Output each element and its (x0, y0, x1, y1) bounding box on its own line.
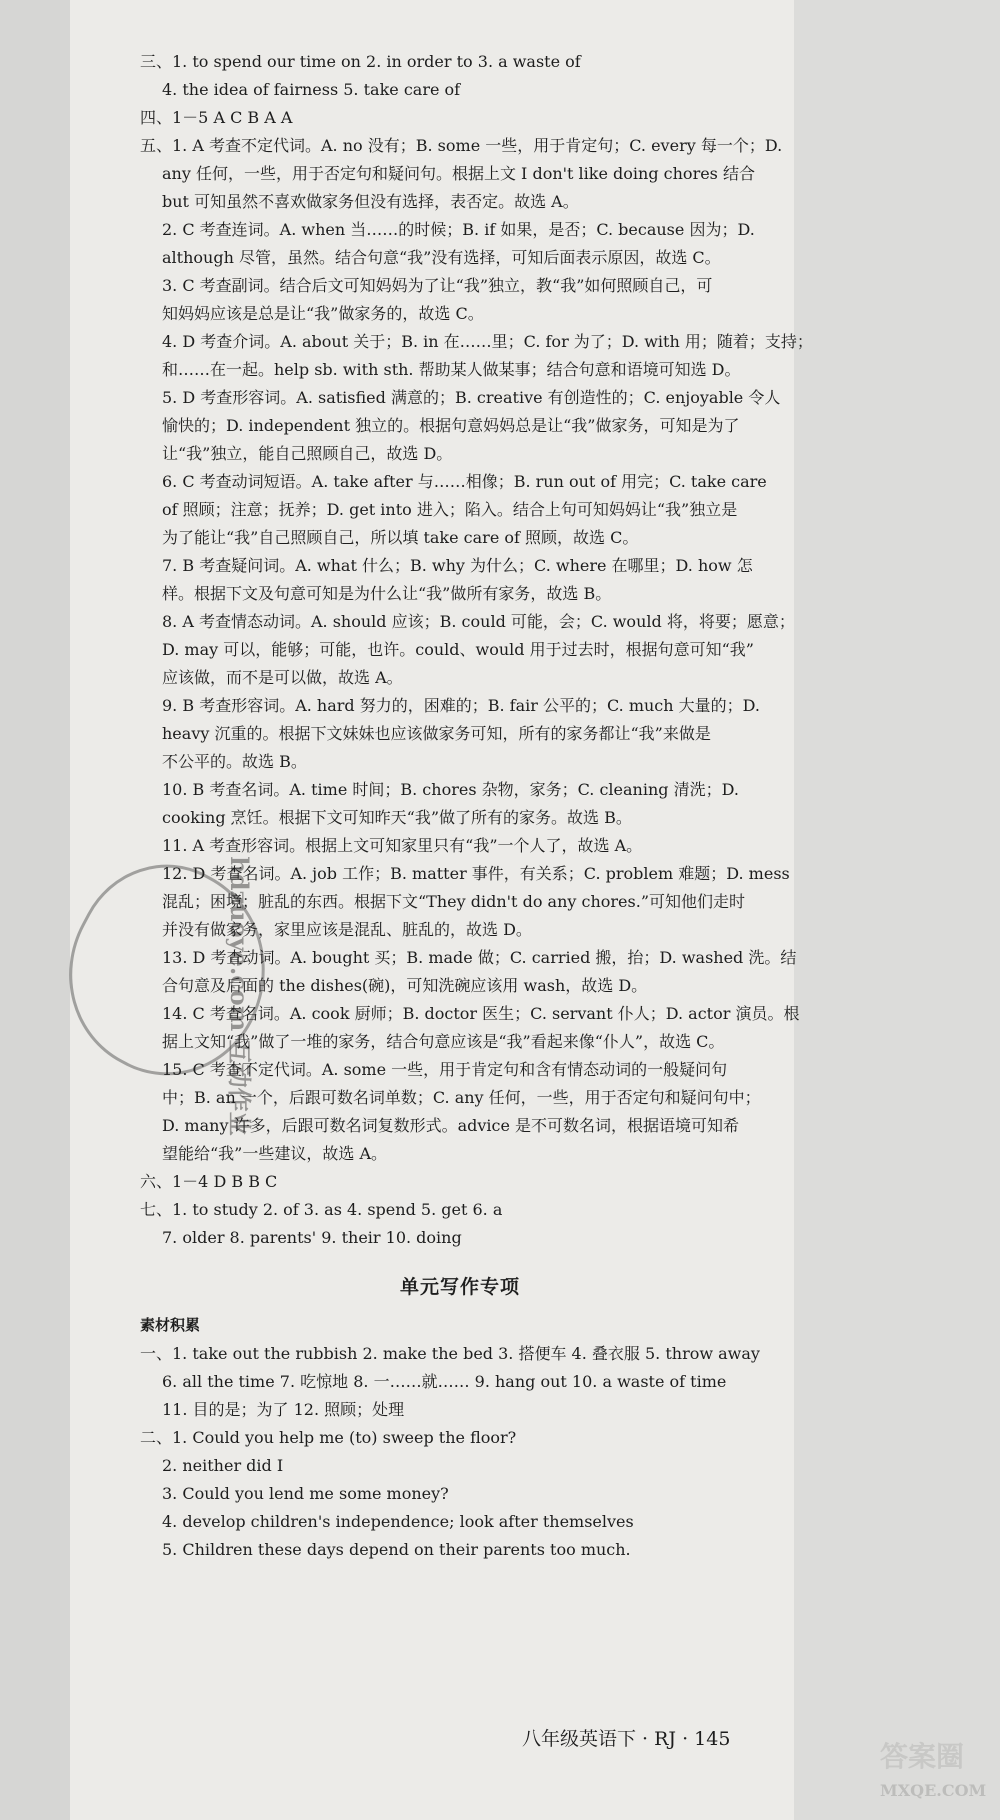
line: 13. D 考查动词。A. bought 买；B. made 做；C. carried 搬，抬；D. washed 洗。结 (162, 948, 797, 967)
line: 混乱；困境；脏乱的东西。根据下文“They didn't do any chores.”可知他们走时 (162, 892, 745, 911)
site-watermark-logo (880, 1740, 990, 1810)
line: 二、1. Could you help me (to) sweep the floor? (140, 1428, 517, 1447)
line: but 可知虽然不喜欢做家务但没有选择，表否定。故选 A。 (162, 192, 579, 211)
line: 11. 目的是；为了 12. 照顾；处理 (162, 1400, 405, 1419)
watermark-sub: MXQE.COM (880, 1781, 987, 1800)
line: 知妈妈应该是总是让“我”做家务的，故选 C。 (162, 304, 484, 323)
line: 应该做，而不是可以做，故选 A。 (162, 668, 403, 687)
line: 11. A 考查形容词。根据上文可知家里只有“我”一个人了，故选 A。 (162, 836, 643, 855)
line: 五、1. A 考查不定代词。A. no 没有；B. some 一些，用于肯定句；C. every 每一个；D. (140, 136, 783, 155)
line: 14. C 考查名词。A. cook 厨师；B. doctor 医生；C. servant 仆人；D. actor 演员。根 (162, 1004, 800, 1023)
line: 六、1－4 D B B C (140, 1172, 278, 1191)
adjacent-page-edge (794, 0, 1000, 1820)
page-footer: 八年级英语下 · RJ · 145 (522, 1728, 731, 1750)
line: 和……在一起。help sb. with sth. 帮助某人做某事；结合句意和语境可知选 D。 (162, 360, 741, 379)
section-title: 单元写作专项 (400, 1276, 521, 1298)
line: cooking 烹饪。根据下文可知昨天“我”做了所有的家务。故选 B。 (162, 808, 632, 827)
line: 7. B 考查疑问词。A. what 什么；B. why 为什么；C. where 在哪里；D. how 怎 (162, 556, 753, 575)
line: 3. Could you lend me some money? (162, 1484, 449, 1503)
line: 为了能让“我”自己照顾自己，所以填 take care of 照顾，故选 C。 (162, 528, 639, 547)
line: 并没有做家务，家里应该是混乱、脏乱的，故选 D。 (162, 920, 532, 939)
line: 4. D 考查介词。A. about 关于；B. in 在……里；C. for 为了；D. with 用；随着；支持； (162, 332, 813, 351)
line: heavy 沉重的。根据下文妹妹也应该做家务可知，所有的家务都让“我”来做是 (162, 724, 711, 743)
line: 中；B. an 一个，后跟可数名词单数；C. any 任何，一些，用于否定句和疑问句中； (162, 1088, 761, 1107)
line: 6. C 考查动词短语。A. take after 与……相像；B. run out of 用完；C. take care (162, 472, 767, 491)
line: 8. A 考查情态动词。A. should 应该；B. could 可能，会；C. would 将，将要；愿意； (162, 612, 795, 631)
line: 5. Children these days depend on their parents too much. (162, 1540, 631, 1559)
line: D. may 可以，能够；可能，也许。could、would 用于过去时，根据句意可知“我” (162, 640, 754, 659)
line: 七、1. to study 2. of 3. as 4. spend 5. get 6. a (140, 1200, 503, 1219)
subhead: 素材积累 (140, 1316, 201, 1334)
line: 望能给“我”一些建议，故选 A。 (162, 1144, 388, 1163)
line: D. many 许多，后跟可数名词复数形式。advice 是不可数名词，根据语境可知希 (162, 1116, 740, 1135)
line: any 任何，一些，用于否定句和疑问句。根据上文 I don't like doing chores 结合 (162, 164, 755, 183)
line: 不公平的。故选 B。 (162, 752, 307, 771)
line: 愉快的；D. independent 独立的。根据句意妈妈总是让“我”做家务，可知是为了 (162, 416, 740, 435)
line: 3. C 考查副词。结合后文可知妈妈为了让“我”独立，教“我”如何照顾自己，可 (162, 276, 713, 295)
line: 12. D 考查名词。A. job 工作；B. matter 事件，有关系；C. problem 难题；D. mess (162, 864, 790, 883)
line: 4. the idea of fairness 5. take care of (162, 80, 461, 99)
line: 4. develop children's independence; look after themselves (162, 1512, 634, 1531)
line: 7. older 8. parents' 9. their 10. doing (162, 1228, 462, 1247)
line: of 照顾；注意；抚养；D. get into 进入；陷入。结合上句可知妈妈让“我”独立是 (162, 500, 738, 519)
line: 合句意及后面的 the dishes(碗)，可知洗碗应该用 wash，故选 D。 (162, 976, 648, 995)
line: 四、1－5 A C B A A (140, 108, 293, 127)
line: 让“我”独立，能自己照顾自己，故选 D。 (162, 444, 453, 463)
watermark-main: 答案圈 (880, 1740, 965, 1773)
line: 2. C 考查连词。A. when 当……的时候；B. if 如果，是否；C. because 因为；D. (162, 220, 755, 239)
line: 10. B 考查名词。A. time 时间；B. chores 杂物，家务；C. cleaning 清洗；D. (162, 780, 739, 799)
line: 15. C 考查不定代词。A. some 一些，用于肯定句和含有情态动词的一般疑问句 (162, 1060, 728, 1079)
line: 三、1. to spend our time on 2. in order to 3. a waste of (140, 52, 581, 71)
line: 5. D 考查形容词。A. satisfied 满意的；B. creative 有创造性的；C. enjoyable 令人 (162, 388, 781, 407)
line: 9. B 考查形容词。A. hard 努力的，困难的；B. fair 公平的；C. much 大量的；D. (162, 696, 761, 715)
line: 6. all the time 7. 吃惊地 8. 一……就…… 9. hang out 10. a waste of time (162, 1372, 727, 1391)
line: 2. neither did I (162, 1456, 284, 1475)
line: 据上文知“我”做了一堆的家务，结合句意应该是“我”看起来像“仆人”，故选 C。 (162, 1032, 725, 1051)
line: 一、1. take out the rubbish 2. make the bed 3. 搭便车 4. 叠衣服 5. throw away (140, 1344, 760, 1363)
line: 样。根据下文及句意可知是为什么让“我”做所有家务，故选 B。 (162, 584, 612, 603)
stamp-text: hdzuoye.com 互动作业 (225, 856, 255, 1136)
line: although 尽管，虽然。结合句意“我”没有选择，可知后面表示原因，故选 C。 (162, 248, 721, 267)
